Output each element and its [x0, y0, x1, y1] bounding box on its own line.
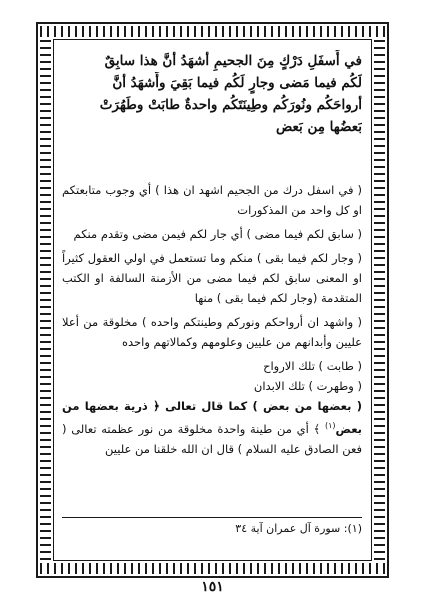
verse-line: في أَسفَلِ دَرْكٍ مِنَ الجحيمِ أشهَدُ أنَّ هذا سابِقٌ	[104, 53, 362, 69]
verse-line: أرواحَكُم ونُورَكُم وطِينَتَكُم واحدةٌ طابَتْ وطَهُرَتْ	[99, 97, 362, 113]
commentary-paragraph: ( واشهد ان أرواحكم ونوركم وطينتكم واحده ) مخلوقة من أعلا عليين وأبدانهم من عليين وعلومهم وكمالاتهم واحده	[62, 315, 362, 349]
page-number: ١٥١	[201, 579, 224, 595]
verse-text	[62, 50, 362, 138]
commentary-paragraph	[62, 396, 362, 459]
commentary-paragraph: ( طابت ) تلك الارواح	[263, 359, 362, 373]
footnote-divider	[62, 517, 362, 518]
verse-line: لَكُم فيما مَضى وجارٍ لَكُم فيما بَقِيَ وأَشهَدُ أنَّ	[112, 75, 362, 91]
commentary-paragraph: ( وطهرت ) تلك الابدان	[253, 379, 362, 393]
commentary-paragraph: ( في اسفل درك من الجحيم اشهد ان هذا ) أي وجوب متابعتكم او كل واحد من المذكورات	[62, 183, 362, 217]
commentary-continuation: ﴾ أي من طينة واحدة مخلوقة من نور عظمته تعالى ( فعن الصادق عليه السلام ) قال ان الله خلقنا من عليين	[62, 421, 362, 456]
footnote: (١): سورة آل عمران آية ٣٤	[235, 522, 362, 535]
commentary-paragraph: ( سابق لكم فيما مضى ) أي جار لكم فيمن مضى وتقدم منكم	[73, 227, 362, 241]
footnote-marker[interactable]: (١)	[324, 421, 336, 430]
commentary-paragraph: ( وجار لكم فيما بقى ) منكم وما تستعمل في اولي العقول كثيراً او المعنى سابق لكم فيما مضى من الأزمنة السالفة او الكتب المتقدمة (وجار لكم فيما بقى ) منها	[62, 251, 362, 305]
verse-line: بَعضُها مِن بَعض	[275, 119, 362, 135]
commentary-body	[62, 180, 362, 463]
quran-quote: ( بعضها من بعض ) كما قال تعالى ﴿ ذرية بعضها من بعض	[62, 399, 362, 436]
